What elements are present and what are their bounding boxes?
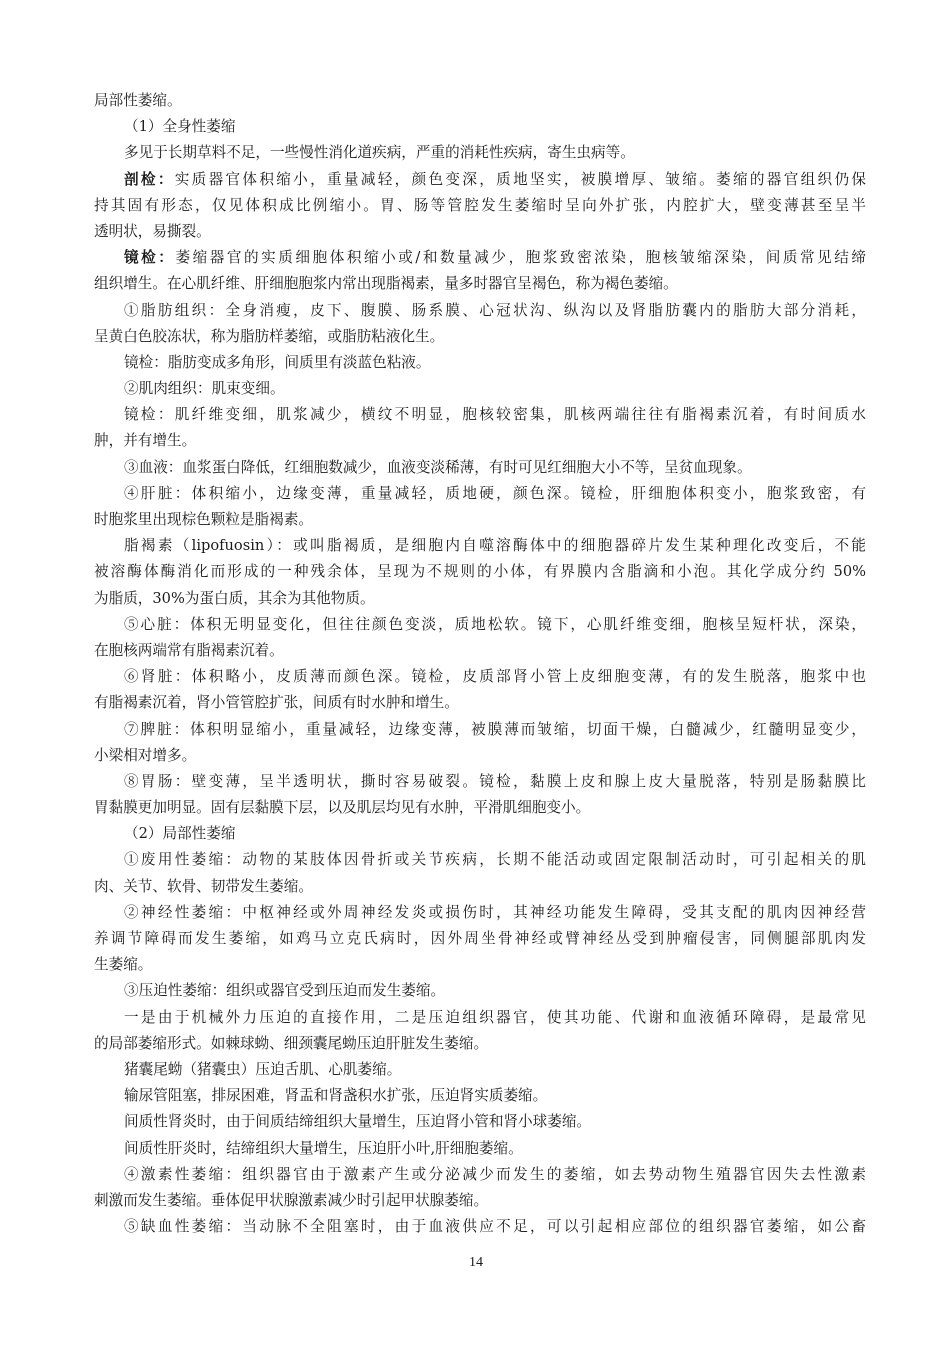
text-line — [94, 1005, 866, 1031]
line-text: （1）全身性萎缩 — [124, 118, 236, 136]
line-text: 刺激而发生萎缩。垂体促甲状腺激素减少时引起甲状腺萎缩。 — [94, 1191, 489, 1209]
page-body — [94, 88, 866, 1240]
text-line — [94, 1162, 866, 1188]
line-text: ⑦脾脏：体积明显缩小，重量减轻，边缘变薄，被膜薄而皱缩，切面干燥，白髓减少，红髓明显变少， — [124, 720, 866, 738]
line-text: 肿，并有增生。 — [94, 432, 197, 450]
text-line — [94, 298, 866, 324]
line-text: 有脂褐素沉着，肾小管管腔扩张，间质有时水肿和增生。 — [94, 694, 459, 712]
text-line — [94, 193, 866, 219]
line-text: 透明状，易撕裂。 — [94, 222, 211, 240]
text-line — [94, 350, 866, 376]
line-text: 在胞核两端常有脂褐素沉着。 — [94, 641, 284, 659]
line-text: 时胞浆里出现棕色颗粒是脂褐素。 — [94, 511, 313, 528]
text-line — [94, 1136, 866, 1162]
text-line — [94, 245, 866, 271]
text-line — [94, 271, 866, 297]
text-line — [94, 1214, 866, 1240]
text-line — [94, 743, 866, 769]
line-text: （2）局部性萎缩 — [124, 825, 236, 843]
line-text: 组织增生。在心肌纤维、肝细胞胞浆内常出现脂褐素，量多时器官呈褐色，称为褐色萎缩。 — [94, 275, 678, 293]
text-line — [94, 900, 866, 926]
line-text: ②神经性萎缩：中枢神经或外周神经发炎或损伤时，其神经功能发生障碍，受其支配的肌肉因神经营 — [124, 903, 866, 921]
text-line — [94, 114, 866, 140]
text-line — [94, 664, 866, 690]
text-line — [94, 507, 866, 533]
line-text: 的局部萎缩形式。如棘球蚴、细颈囊尾蚴压迫肝脏发生萎缩。 — [94, 1034, 489, 1052]
line-text: 猪囊尾蚴（猪囊虫）压迫舌肌、心肌萎缩。 — [124, 1060, 402, 1078]
text-line — [94, 612, 866, 638]
text-line — [94, 874, 866, 900]
line-text: 生萎缩。 — [94, 956, 153, 974]
text-line — [94, 769, 866, 795]
line-text: 持其固有形态，仅见体积成比例缩小。胃、肠等管腔发生萎缩时呈向外扩张，内腔扩大，壁变薄甚至呈半 — [94, 196, 866, 214]
text-line — [94, 1188, 866, 1214]
text-line — [94, 1057, 866, 1083]
text-line — [94, 690, 866, 716]
text-line — [94, 559, 866, 585]
text-line — [94, 1109, 866, 1135]
line-text: 萎缩器官的实质细胞体积缩小或/和数量减少，胞浆致密浓染，胞核皱缩深染，间质常见结缔 — [175, 249, 866, 267]
text-line — [94, 219, 866, 245]
line-text: ④肝脏：体积缩小，边缘变薄，重量减轻，质地硬，颜色深。镜检，肝细胞体积变小，胞浆致密，有 — [124, 484, 866, 502]
line-text: ⑥肾脏：体积略小，皮质薄而颜色深。镜检，皮质部肾小管上皮细胞变薄，有的发生脱落，胞浆中也 — [124, 668, 866, 686]
text-line — [94, 140, 866, 166]
line-text: 间质性肾炎时，由于间质结缔组织大量增生，压迫肾小管和肾小球萎缩。 — [124, 1113, 592, 1131]
text-line — [94, 376, 866, 402]
text-line — [94, 586, 866, 612]
text-line — [94, 324, 866, 350]
line-text: 小梁相对增多。 — [94, 746, 197, 764]
line-text: ③压迫性萎缩：组织或器官受到压迫而发生萎缩。 — [124, 982, 446, 1000]
line-text: ⑧胃肠：壁变薄，呈半透明状，撕时容易破裂。镜检，黏膜上皮和腺上皮大量脱落，特别是肠黏膜比 — [124, 772, 866, 790]
text-line — [94, 821, 866, 847]
text-line — [94, 978, 866, 1004]
text-line — [94, 428, 866, 454]
text-line — [94, 1031, 866, 1057]
page-number: 14 — [469, 1255, 483, 1270]
line-text: ③血液：血浆蛋白降低，红细胞数减少，血液变淡稀薄，有时可见红细胞大小不等，呈贫血现象。 — [124, 458, 752, 476]
line-text: ⑤心脏：体积无明显变化，但往往颜色变淡，质地松软。镜下，心肌纤维变细，胞核呈短杆状，深染， — [124, 615, 866, 633]
line-text: 实质器官体积缩小，重量减轻，颜色变深，质地坚实，被膜增厚、皱缩。萎缩的器官组织仍保 — [174, 170, 866, 188]
text-line — [94, 638, 866, 664]
text-line — [94, 481, 866, 507]
line-text: 脂褐素（lipofuosin）：或叫脂褐质，是细胞内自噬溶酶体中的细胞器碎片发生某种理化改变后，不能 — [124, 537, 866, 555]
text-line — [94, 455, 866, 481]
line-text: 肉、关节、软骨、韧带发生萎缩。 — [94, 877, 313, 895]
line-text: 间质性肝炎时，结缔组织大量增生，压迫肝小叶,肝细胞萎缩。 — [124, 1139, 523, 1157]
text-line — [94, 1083, 866, 1109]
line-text: ①脂肪组织：全身消瘦，皮下、腹膜、肠系膜、心冠状沟、纵沟以及肾脂肪囊内的脂肪大部分消耗， — [124, 301, 866, 319]
text-line — [94, 952, 866, 978]
line-text: 一是由于机械外力压迫的直接作用，二是压迫组织器官，使其功能、代谢和血液循环障碍，是最常见 — [124, 1008, 866, 1026]
text-line — [94, 402, 866, 428]
line-text: ①废用性萎缩：动物的某肢体因骨折或关节疾病，长期不能活动或固定限制活动时，可引起相关的肌 — [124, 851, 866, 869]
line-lead-term: 剖检： — [124, 170, 175, 188]
line-text: ②肌肉组织：肌束变细。 — [124, 380, 285, 398]
line-text: 被溶酶体酶消化而形成的一种残余体，呈现为不规则的小体，有界膜内含脂滴和小泡。其化学成分约 50% — [94, 563, 866, 581]
line-text: 胃黏膜更加明显。固有层黏膜下层，以及肌层均见有水肿，平滑肌细胞变小。 — [94, 799, 591, 817]
line-lead-term: 镜检： — [124, 249, 176, 267]
text-line — [94, 795, 866, 821]
line-text: 多见于长期草料不足，一些慢性消化道疾病，严重的消耗性疾病，寄生虫病等。 — [124, 144, 635, 162]
text-line — [94, 167, 866, 193]
text-line — [94, 926, 866, 952]
line-text: ④激素性萎缩：组织器官由于激素产生或分泌减少而发生的萎缩，如去势动物生殖器官因失去性激素 — [124, 1165, 866, 1183]
line-text: 为脂质，30%为蛋白质，其余为其他物质。 — [94, 589, 375, 607]
line-text: 镜检：脂肪变成多角形，间质里有淡蓝色粘液。 — [124, 353, 431, 371]
text-line — [94, 847, 866, 873]
text-line — [94, 88, 866, 114]
text-line — [94, 717, 866, 743]
text-line — [94, 533, 866, 559]
line-text: ⑤缺血性萎缩：当动脉不全阻塞时，由于血液供应不足，可以引起相应部位的组织器官萎缩，如公畜 — [124, 1218, 866, 1236]
line-text: 镜检：肌纤维变细，肌浆减少，横纹不明显，胞核较密集，肌核两端往往有脂褐素沉着，有时间质水 — [124, 406, 866, 424]
line-text: 输尿管阻塞，排尿困难，肾盂和肾盏积水扩张，压迫肾实质萎缩。 — [124, 1087, 548, 1105]
line-text: 养调节障碍而发生萎缩，如鸡马立克氏病时，因外周坐骨神经或臂神经丛受到肿瘤侵害，同侧腿部肌肉发 — [94, 930, 866, 947]
line-text: 呈黄白色胶冻状，称为脂肪样萎缩，或脂肪粘液化生。 — [94, 327, 445, 345]
line-text: 局部性萎缩。 — [94, 92, 182, 109]
